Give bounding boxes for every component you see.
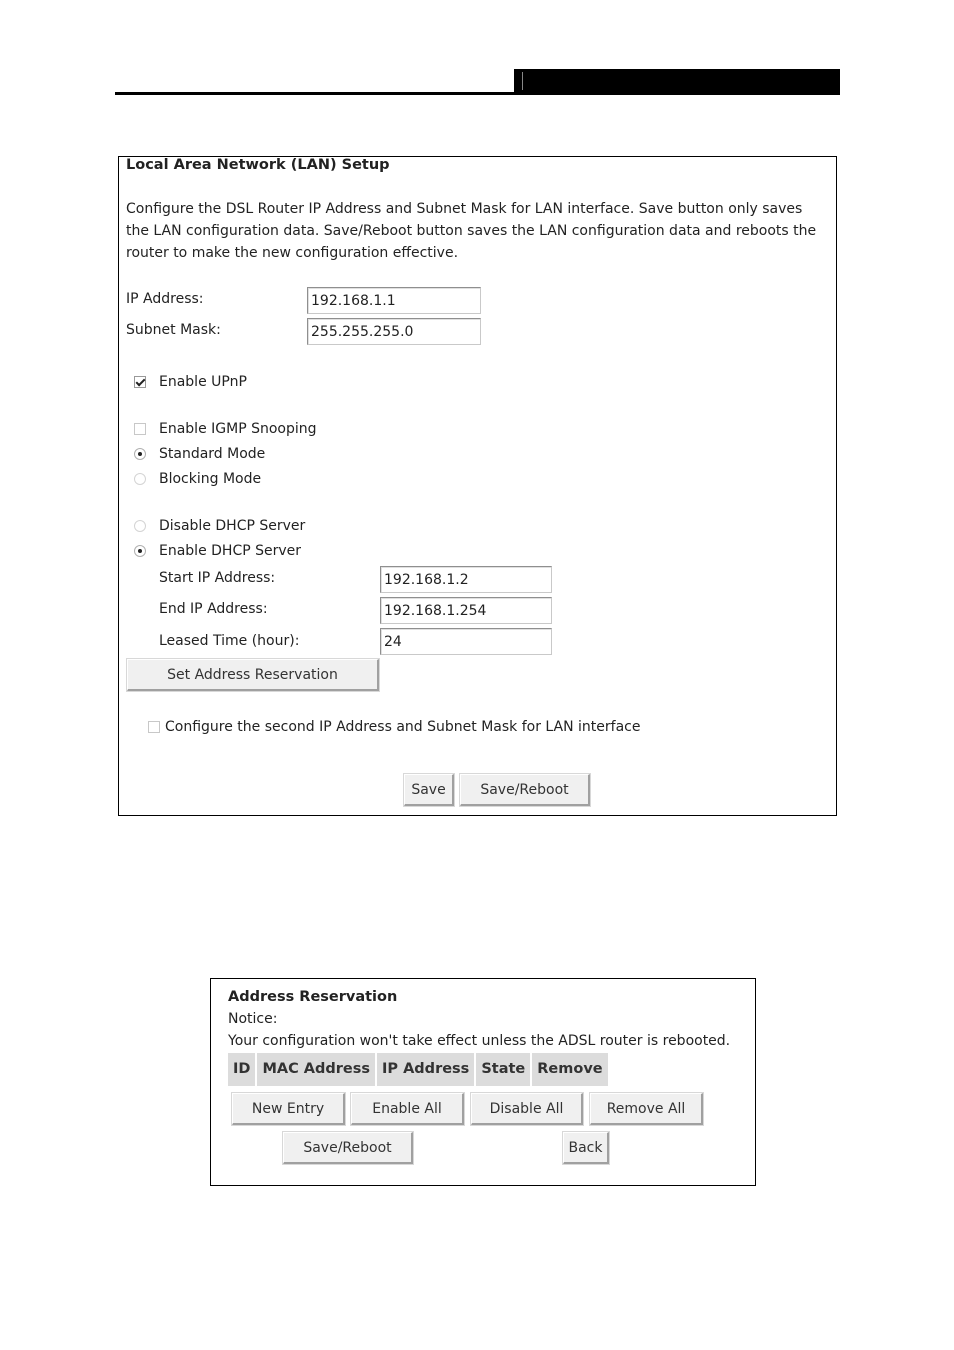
column-header-mac-address: MAC Address [257,1053,375,1086]
enable-upnp-label: Enable UPnP [159,374,247,390]
enable-dhcp-radio[interactable] [134,545,146,557]
lan-setup-title: Local Area Network (LAN) Setup [126,157,390,173]
end-ip-label: End IP Address: [159,601,268,617]
column-header-remove: Remove [532,1053,607,1086]
end-ip-input[interactable] [380,597,552,624]
leased-time-label: Leased Time (hour): [159,633,300,649]
blocking-mode-label: Blocking Mode [159,471,262,487]
enable-igmp-label: Enable IGMP Snooping [159,421,317,437]
subnet-mask-label: Subnet Mask: [126,322,221,338]
column-header-ip-address: IP Address [377,1053,474,1086]
enable-upnp-checkbox[interactable] [134,376,146,388]
ip-address-label: IP Address: [126,291,204,307]
lan-setup-description: Configure the DSL Router IP Address and Subnet Mask for LAN interface. Save button only saves the LAN configuration data. Save/Reboot button saves the LAN configuration data and reboots the router to make the new configuration effective. [126,201,817,261]
lan-setup-panel [118,156,837,816]
second-ip-label: Configure the second IP Address and Subnet Mask for LAN interface [165,719,641,735]
disable-dhcp-radio[interactable] [134,520,146,532]
leased-time-input[interactable] [380,628,552,655]
enable-igmp-checkbox[interactable] [134,423,146,435]
notice-label: Notice: [228,1011,278,1027]
notice-text: Your configuration won't take effect unless the ADSL router is rebooted. [228,1033,731,1049]
column-header-id: ID [228,1053,255,1086]
new-entry-button[interactable]: New Entry [232,1093,345,1125]
column-header-state: State [476,1053,530,1086]
start-ip-label: Start IP Address: [159,570,276,586]
enable-all-button[interactable]: Enable All [351,1093,464,1125]
disable-dhcp-label: Disable DHCP Server [159,518,306,534]
blocking-mode-radio[interactable] [134,473,146,485]
standard-mode-radio[interactable] [134,448,146,460]
ip-address-input[interactable] [307,287,481,314]
back-button[interactable]: Back [563,1132,609,1164]
header-rule [115,92,840,95]
standard-mode-label: Standard Mode [159,446,266,462]
disable-all-button[interactable]: Disable All [471,1093,583,1125]
set-address-reservation-button[interactable]: Set Address Reservation [127,659,379,691]
address-reservation-panel [210,978,756,1186]
second-ip-checkbox[interactable] [148,721,160,733]
address-reservation-title: Address Reservation [228,989,398,1005]
reservation-table-header [228,1053,608,1088]
remove-all-button[interactable]: Remove All [590,1093,703,1125]
header-bar-divider [522,72,523,90]
enable-dhcp-label: Enable DHCP Server [159,543,302,559]
reservation-save-reboot-button[interactable]: Save/Reboot [283,1132,413,1164]
save-reboot-button[interactable]: Save/Reboot [460,774,590,806]
subnet-mask-input[interactable] [307,318,481,345]
start-ip-input[interactable] [380,566,552,593]
save-button[interactable]: Save [404,774,454,806]
